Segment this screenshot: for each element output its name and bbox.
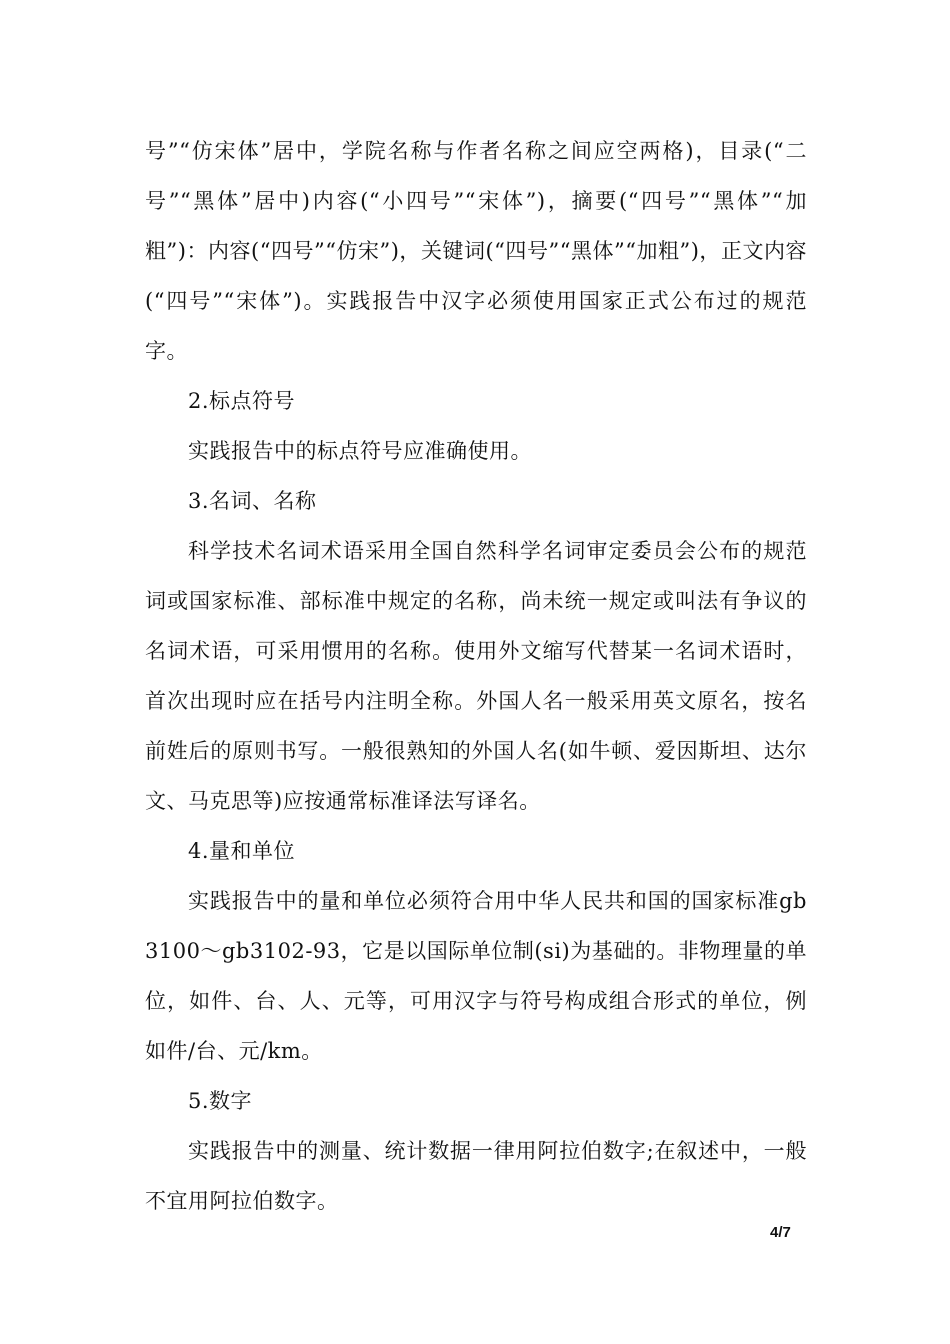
heading-numbers: 5.数字	[188, 1089, 253, 1113]
heading-terms-names: 3.名词、名称	[188, 489, 317, 513]
heading-punctuation: 2.标点符号	[188, 389, 296, 413]
paragraph-format-requirements: 号”“仿宋体”居中，学院名称与作者名称之间应空两格)，目录(“二号”“黑体”居中)内容(“小四号”“宋体”)，摘要(“四号”“黑体”“加粗”)：内容(“四号”“仿宋”)，关键词(“四号”“黑体”“加粗”)，正文内容(“四号”“宋体”)。实践报告中汉字必须使用国家正式公布过的规范字。	[145, 139, 807, 363]
heading-quantities-units: 4.量和单位	[188, 839, 296, 863]
paragraph-punctuation: 实践报告中的标点符号应准确使用。	[188, 439, 532, 463]
document-body	[145, 126, 807, 1226]
paragraph-terms-names: 科学技术名词术语采用全国自然科学名词审定委员会公布的规范词或国家标准、部标准中规定的名称，尚未统一规定或叫法有争议的名词术语，可采用惯用的名称。使用外文缩写代替某一名词术语时，首次出现时应在括号内注明全称。外国人名一般采用英文原名，按名前姓后的原则书写。一般很熟知的外国人名(如牛顿、爱因斯坦、达尔文、马克思等)应按通常标准译法写译名。	[145, 539, 807, 813]
page-number: 4/7	[770, 1224, 791, 1241]
paragraph-quantities-units: 实践报告中的量和单位必须符合用中华人民共和国的国家标准gb3100～gb3102-93，它是以国际单位制(si)为基础的。非物理量的单位，如件、台、人、元等，可用汉字与符号构成组合形式的单位，例如件/台、元/km。	[145, 889, 807, 1063]
paragraph-numbers: 实践报告中的测量、统计数据一律用阿拉伯数字;在叙述中，一般不宜用阿拉伯数字。	[145, 1139, 807, 1213]
